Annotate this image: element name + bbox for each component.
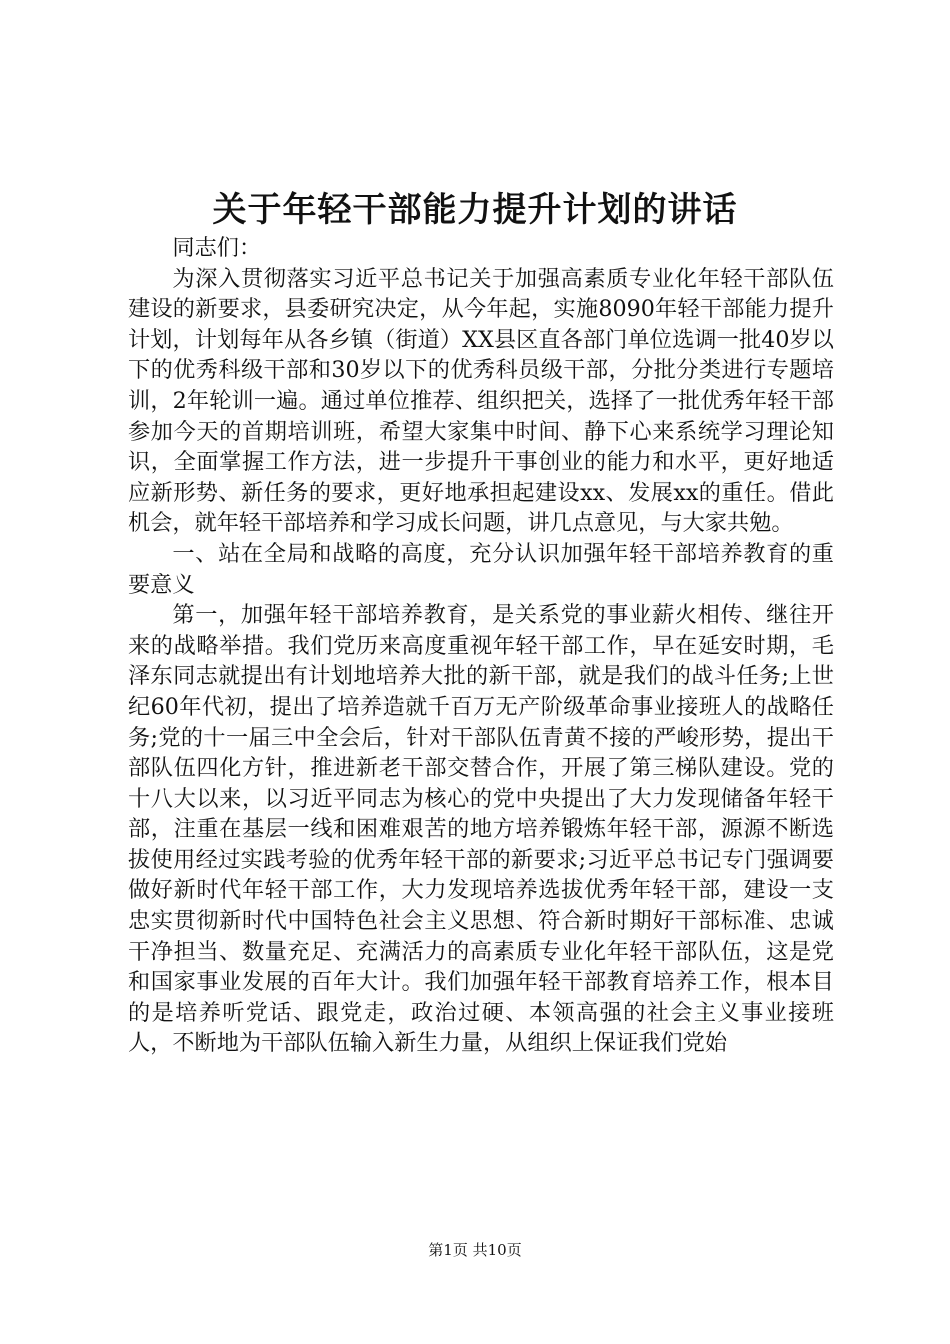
document-title: 关于年轻干部能力提升计划的讲话 bbox=[212, 190, 738, 230]
section-heading-1: 一、站在全局和战略的高度，充分认识加强年轻干部培养教育的重要意义 bbox=[128, 540, 834, 598]
document-body bbox=[128, 233, 834, 1059]
intro-paragraph: 为深入贯彻落实习近平总书记关于加强高素质专业化年轻干部队伍建设的新要求，县委研究决定，从今年起，实施8090年轻干部能力提升计划，计划每年从各乡镇（街道）XX县区直各部门单位选调一批40岁以下的优秀科级干部和30岁以下的优秀科员级干部，分批分类进行专题培训，2年轮训一遍。通过单位推荐、组织把关，选择了一批优秀年轻干部参加今天的首期培训班，希望大家集中时间、静下心来系统学习理论知识，全面掌握工作方法，进一步提升干事创业的能力和水平，更好地适应新形势、新任务的要求，更好地承担起建设xx、发展xx的重任。借此机会，就年轻干部培养和学习成长问题，讲几点意见，与大家共勉。 bbox=[128, 265, 834, 537]
page-footer: 第1页 共10页 bbox=[428, 1241, 522, 1259]
body-paragraph-first: 第一，加强年轻干部培养教育，是关系党的事业薪火相传、继往开来的战略举措。我们党历来高度重视年轻干部工作，早在延安时期，毛泽东同志就提出有计划地培养大批的新干部，就是我们的战斗任务;上世纪60年代初，提出了培养造就千百万无产阶级革命事业接班人的战略任务;党的十一届三中全会后，针对干部队伍青黄不接的严峻形势，提出干部队伍四化方针，推进新老干部交替合作，开展了第三梯队建设。党的十八大以来，以习近平同志为核心的党中央提出了大力发现储备年轻干部，注重在基层一线和困难艰苦的地方培养锻炼年轻干部，源源不断选拔使用经过实践考验的优秀年轻干部的新要求;习近平总书记专门强调要做好新时代年轻干部工作，大力发现培养选拔优秀年轻干部，建设一支忠实贯彻新时代中国特色社会主义思想、符合新时期好干部标准、忠诚干净担当、数量充足、充满活力的高素质专业化年轻干部队伍，这是党和国家事业发展的百年大计。我们加强年轻干部教育培养工作，根本目的是培养听党话、跟党走，政治过硬、本领高强的社会主义事业接班人，不断地为干部队伍输入新生力量，从组织上保证我们党始 bbox=[128, 602, 834, 1057]
salutation-paragraph: 同志们： bbox=[172, 235, 262, 261]
